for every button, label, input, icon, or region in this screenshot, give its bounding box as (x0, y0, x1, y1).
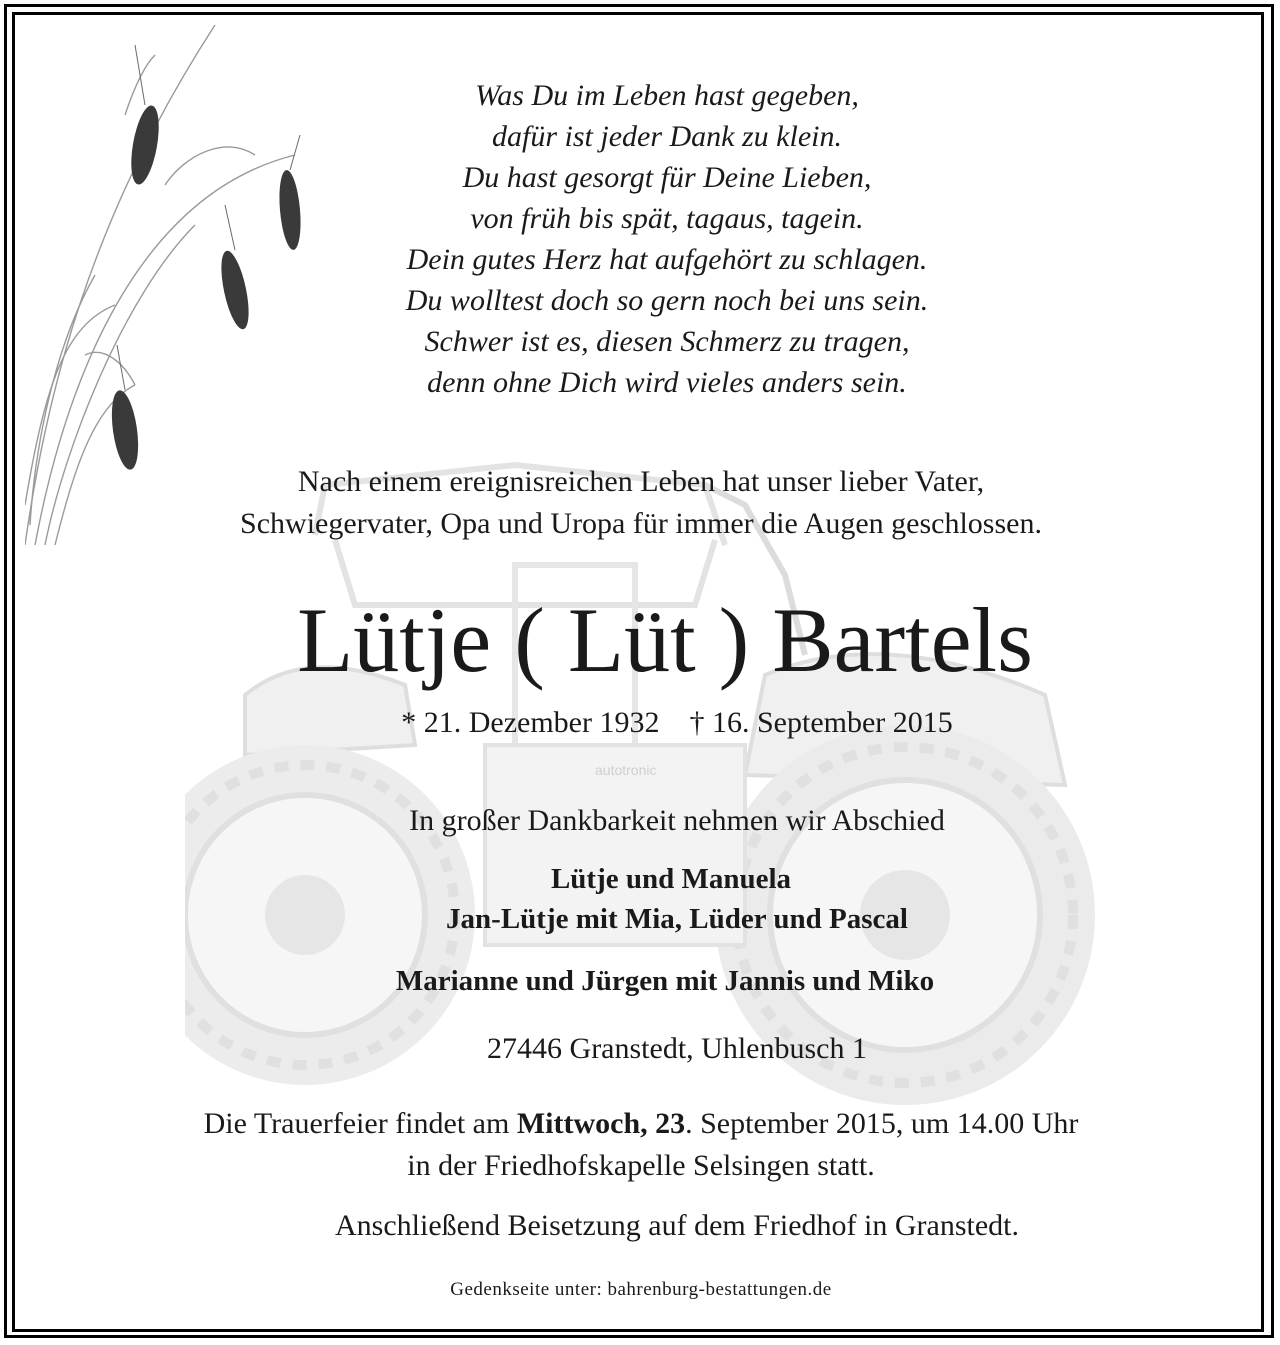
family-line: Jan-Lütje mit Mia, Lüder und Pascal (446, 903, 908, 935)
poem-line: Schwer ist es, diesen Schmerz zu tragen, (424, 325, 910, 358)
ceremony-location: in der Friedhofskapelle Selsingen statt. (407, 1149, 875, 1182)
poem-line: denn ohne Dich wird vieles anders sein. (427, 366, 907, 399)
ceremony-line (15, 1103, 1264, 1145)
family-line: Marianne und Jürgen mit Jannis und Miko (395, 965, 935, 997)
farewell-text: In großer Dankbarkeit nehmen wir Abschied (409, 804, 945, 837)
obituary-notice (12, 12, 1264, 1332)
intro-text (15, 461, 1264, 545)
ceremony-info (15, 1103, 1264, 1187)
poem-line: Du wolltest doch so gern noch bei uns sein. (405, 284, 929, 317)
birth-date: * 21. Dezember 1932 (401, 706, 660, 739)
ceremony-time: . September 2015, um 14.00 Uhr (685, 1107, 1079, 1140)
death-date: † 16. September 2015 (689, 706, 953, 739)
tractor-badge: autotronic (595, 762, 657, 778)
ceremony-date: Mittwoch, 23 (516, 1107, 686, 1140)
intro-line: Nach einem ereignisreichen Leben hat unser lieber Vater, (297, 465, 985, 498)
deceased-name: Lütje ( Lüt ) Bartels (297, 589, 1033, 691)
address: 27446 Granstedt, Uhlenbusch 1 (487, 1032, 867, 1065)
ceremony-text: Die Trauerfeier findet am (203, 1107, 517, 1140)
poem-line: Was Du im Leben hast gegeben, (475, 79, 859, 112)
poem-line: von früh bis spät, tagaus, tagein. (470, 202, 864, 235)
poem-line: Dein gutes Herz hat aufgehört zu schlagen. (406, 243, 928, 276)
poem-line: Du hast gesorgt für Deine Lieben, (462, 161, 872, 194)
poem-line: dafür ist jeder Dank zu klein. (492, 120, 842, 153)
poem (15, 75, 1264, 403)
intro-line: Schwiegervater, Opa und Uropa für immer die Augen geschlossen. (240, 507, 1042, 540)
burial-info: Anschließend Beisetzung auf dem Friedhof in Granstedt. (335, 1209, 1019, 1242)
family-line: Lütje und Manuela (550, 863, 792, 895)
life-dates (51, 703, 1264, 743)
memorial-link: Gedenkseite unter: bahrenburg-bestattungen.de (450, 1279, 832, 1300)
